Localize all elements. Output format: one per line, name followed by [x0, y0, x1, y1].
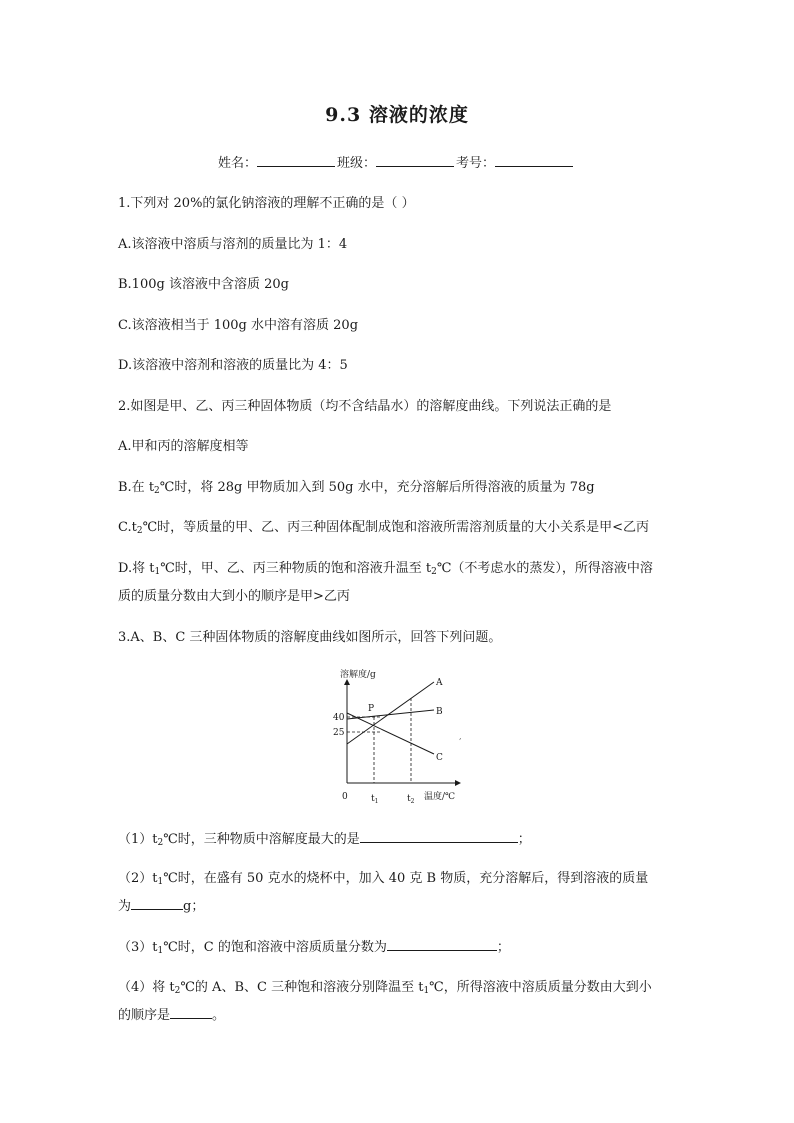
name-label: 姓名：	[218, 156, 258, 171]
exam-number-label: 考号：	[456, 156, 496, 171]
q3-sub2: $(2)t_1℃$时，在盛有 50 克水的烧杯中，加入 40 克 B 物质，充分溶解后，得到溶液的质量	[118, 871, 649, 887]
q3-sub4-cont: 的顺序是 。	[118, 1008, 226, 1023]
q3-sub1: $(1)t_2℃$时，三种物质中溶解度最大的是 ；	[118, 832, 531, 848]
q2-option-d-cont: 质的质量分数由大到小的顺序是甲>乙丙	[118, 589, 350, 604]
x-tick-label-t2: $t_2$	[407, 794, 415, 805]
series-label-c: C	[436, 753, 443, 763]
q3-stem: 3.A、B、C 三种固体物质的溶解度曲线如图所示，回答下列问题。	[118, 630, 502, 645]
q1-stem: 1.下列对 20%的氯化钠溶液的理解不正确的是（ ）	[118, 196, 415, 211]
page-title: 9.3 溶液的浓度	[325, 104, 469, 126]
q1-option-c: C.该溶液相当于 100g 水中溶有溶质 20g	[118, 318, 359, 333]
y-tick-label-40: 40	[333, 713, 345, 723]
q3-sub4: （4）将 $t_2℃$的 A、B、C 三种饱和溶液分别降温至 $t_1℃$，所得溶液中溶质质量分数由大到小	[118, 980, 652, 996]
q3-sub2-cont: 为 g；	[118, 899, 205, 914]
curve-a	[347, 682, 434, 744]
exam-number-blank[interactable]	[495, 154, 573, 167]
q3-sub2-blank[interactable]	[131, 897, 183, 910]
stray-mark: ,	[459, 732, 462, 741]
solubility-curve-svg	[330, 668, 470, 808]
q3-sub3: $(3)t_1℃$时，C 的饱和溶液中溶质质量分数为 ；	[118, 940, 510, 956]
solubility-curve-chart	[330, 668, 470, 808]
point-label-p: P	[368, 704, 375, 714]
q3-sub1-blank[interactable]	[360, 830, 518, 843]
y-axis-label: 溶解度/g	[340, 670, 376, 680]
origin-label: 0	[342, 792, 348, 802]
x-tick-label-t1: $t_1$	[371, 794, 379, 805]
name-blank[interactable]	[257, 154, 335, 167]
q1-option-b: B.100g 该溶液中含溶质 20g	[118, 277, 289, 292]
q2-option-c: $C.t_2℃$时，等质量的甲、乙、丙三种固体配制成饱和溶液所需溶剂质量的大小关系是甲<乙丙	[118, 520, 650, 536]
x-axis-label: 温度/℃	[424, 792, 456, 802]
q1-option-a: A.该溶液中溶质与溶剂的质量比为 1：4	[118, 237, 348, 252]
q2-stem: 2.如图是甲、乙、丙三种固体物质（均不含结晶水）的溶解度曲线。下列说法正确的是	[118, 399, 612, 414]
series-label-a: A	[436, 678, 443, 688]
q2-option-b: B.在 $t_2℃$时，将 28g 甲物质加入到 50g 水中，充分溶解后所得溶液的质量为 78g	[118, 480, 595, 496]
student-info-line	[218, 152, 575, 171]
q3-sub3-blank[interactable]	[387, 938, 497, 951]
class-label: 班级：	[337, 156, 377, 171]
curve-b	[347, 710, 434, 719]
q2-option-a: A.甲和丙的溶解度相等	[118, 439, 249, 454]
q3-sub4-blank[interactable]	[170, 1006, 212, 1019]
q1-option-d: D.该溶液中溶剂和溶液的质量比为 4：5	[118, 358, 348, 373]
series-label-b: B	[436, 707, 443, 717]
q2-option-d: D.将 $t_1℃$时，甲、乙、丙三种物质的饱和溶液升温至 $t_2℃$（不考虑水的蒸发），所得溶液中溶	[118, 561, 653, 577]
y-tick-label-25: 25	[333, 728, 345, 738]
curve-c	[347, 713, 434, 754]
class-blank[interactable]	[376, 154, 454, 167]
